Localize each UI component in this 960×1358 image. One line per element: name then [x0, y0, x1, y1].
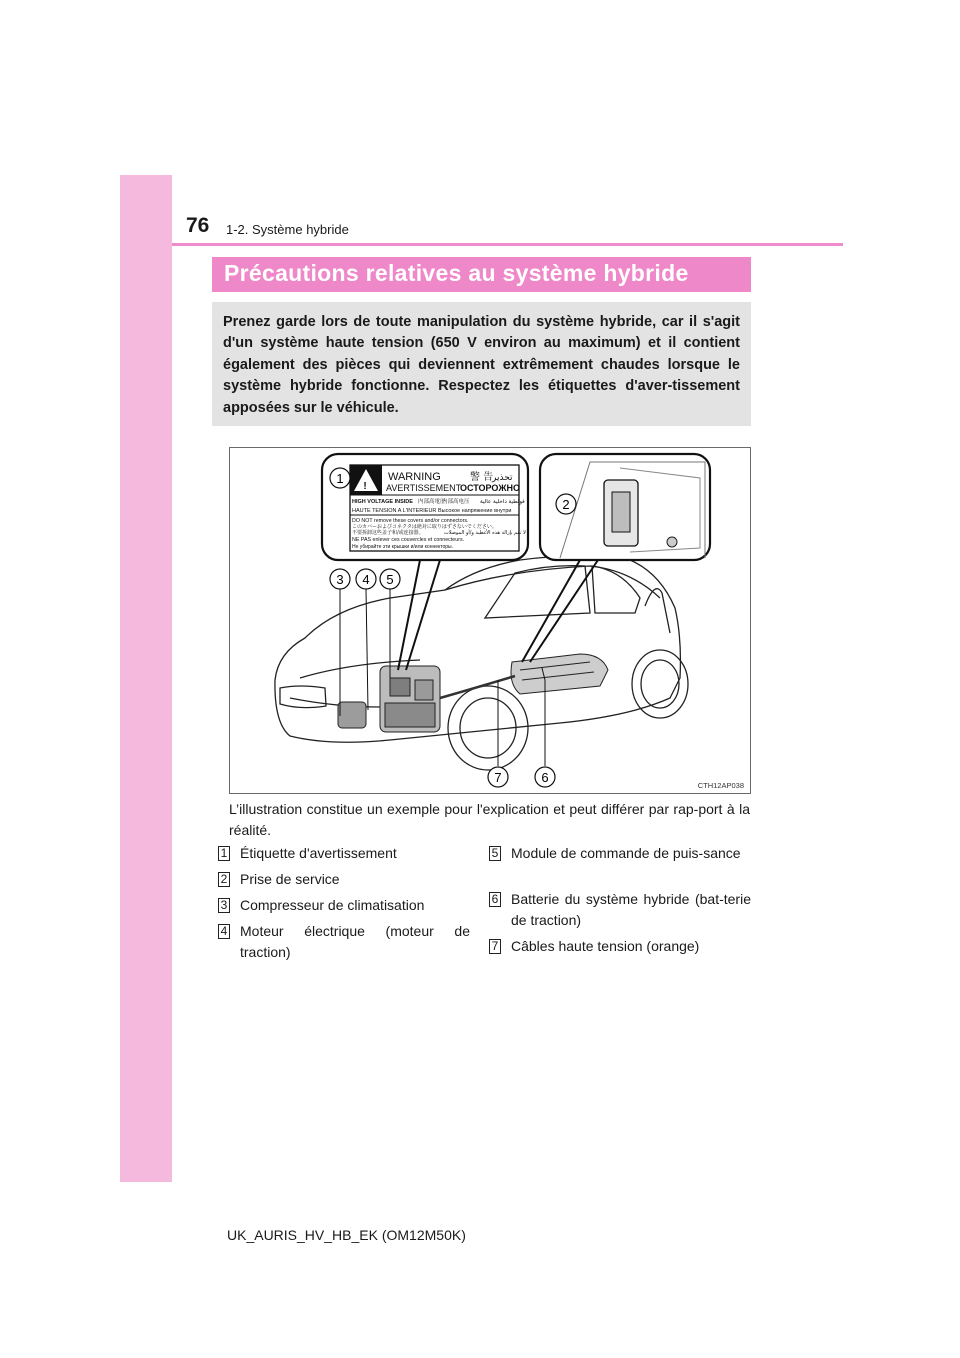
section-title: Précautions relatives au système hybride	[224, 260, 689, 286]
legend-number: 4	[218, 924, 230, 939]
svg-text:AVERTISSEMENT: AVERTISSEMENT	[386, 483, 462, 493]
svg-text:DO NOT remove these covers and: DO NOT remove these covers and/or connectors.	[352, 518, 469, 524]
legend-text: Câbles haute tension (orange)	[511, 938, 700, 954]
engine-block	[338, 666, 440, 732]
legend-text: Étiquette d'avertissement	[240, 845, 397, 861]
svg-text:!: !	[363, 481, 367, 492]
svg-text:不要拆卸这些盖子和/或连接器。: 不要拆卸这些盖子和/或连接器。	[352, 530, 424, 536]
svg-text:فولطية داخلية عالية: فولطية داخلية عالية	[480, 499, 525, 505]
svg-text:内部高电压: 内部高电压	[442, 499, 470, 505]
car-diagram	[230, 448, 750, 793]
section-title-bar	[212, 257, 751, 292]
svg-text:5: 5	[386, 572, 394, 587]
intro-box	[212, 302, 751, 426]
svg-text:3: 3	[336, 572, 344, 587]
svg-text:2: 2	[562, 497, 570, 512]
svg-text:内部高電圧: 内部高電圧	[418, 499, 446, 505]
header-divider	[172, 243, 843, 246]
svg-text:Не убирайте эти крышки и/или к: Не убирайте эти крышки и/или коннекторы.	[352, 544, 454, 550]
svg-text:ОСТОРОЖНО: ОСТОРОЖНО	[460, 483, 520, 493]
page-number: 76	[186, 214, 210, 237]
svg-text:لا تقم بإزالة هذه الأغطية و/أو: لا تقم بإزالة هذه الأغطية و/أو الموصلات	[444, 530, 526, 536]
legend-number: 2	[218, 872, 230, 887]
svg-text:このカバーおよびコネクタは絶対に取りはずさないでください。: このカバーおよびコネクタは絶対に取りはずさないでください。	[352, 524, 497, 530]
svg-text:Высокое напряжение внутри: Высокое напряжение внутри	[438, 508, 512, 514]
legend-number: 1	[218, 846, 230, 861]
legend-number: 3	[218, 898, 230, 913]
legend-text: Moteur électrique (moteur de traction)	[240, 923, 470, 960]
svg-text:تحذير: تحذير	[492, 473, 513, 483]
svg-text:6: 6	[541, 770, 549, 785]
legend-text: Compresseur de climatisation	[240, 897, 425, 913]
svg-text:HIGH VOLTAGE INSIDE: HIGH VOLTAGE INSIDE	[352, 499, 413, 505]
illustration-code: CTH12AP038	[697, 781, 744, 790]
section-breadcrumb: 1-2. Système hybride	[226, 222, 349, 237]
svg-text:1: 1	[336, 471, 344, 486]
illustration-caption: L’illustration constitue un exemple pour l'explication et peut différer par rap-port à la réalité.	[229, 801, 750, 838]
intro-text: Prenez garde lors de toute manipulation du système hybride, car il s'agit d'un système haute tension (650 V environ au maximum) et il contient également des pièces qui deviennent extrêmement chaudes lorsque le système hybride fonctionne. Respectez les étiquettes d'aver-tissement apposées sur le véhicule.	[223, 314, 740, 416]
side-tab-strip	[120, 175, 172, 1182]
hybrid-system-illustration	[229, 447, 751, 794]
svg-text:HAUTE TENSION A L'INTERIEUR: HAUTE TENSION A L'INTERIEUR	[352, 508, 437, 514]
svg-text:WARNING: WARNING	[388, 471, 441, 483]
footer-doc-id: UK_AURIS_HV_HB_EK (OM12M50K)	[227, 1227, 466, 1243]
svg-text:4: 4	[362, 572, 370, 587]
svg-text:警 告: 警 告	[470, 472, 494, 483]
legend-number: 7	[489, 939, 501, 954]
hybrid-battery	[511, 654, 608, 694]
legend-text: Batterie du système hybride (bat-terie de traction)	[511, 891, 751, 928]
legend-number: 5	[489, 846, 501, 861]
legend-text: Module de commande de puis-sance	[511, 845, 741, 861]
svg-text:7: 7	[494, 770, 502, 785]
legend-number: 6	[489, 892, 501, 907]
svg-text:NE PAS enlever ces couvercles: NE PAS enlever ces couvercles et connecteurs.	[352, 537, 465, 543]
hv-cable	[440, 676, 515, 698]
warning-label-inset	[322, 454, 528, 560]
legend-text: Prise de service	[240, 871, 340, 887]
